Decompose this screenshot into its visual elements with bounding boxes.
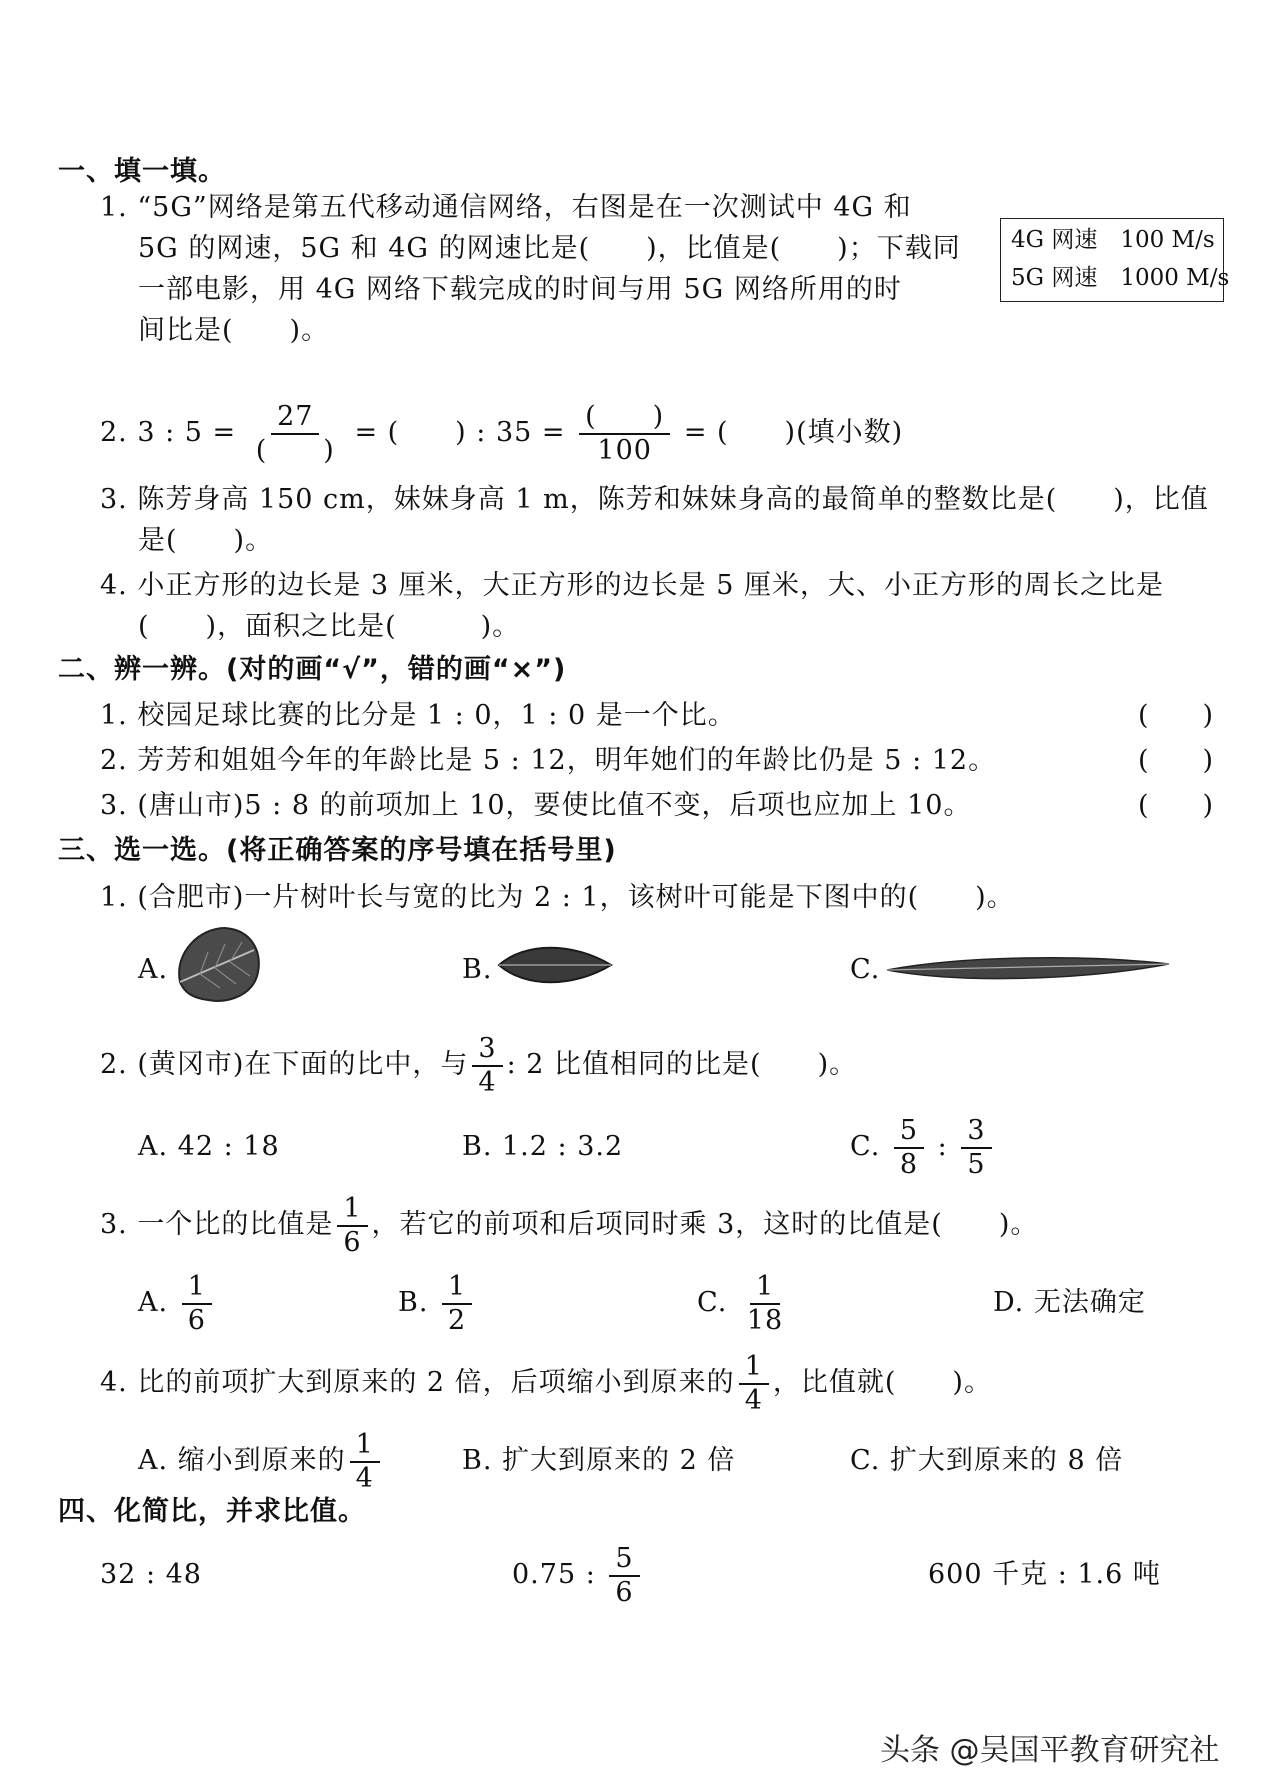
- s3-q4-denominator: 4: [744, 1384, 763, 1416]
- s3-q3-denominator: 6: [343, 1226, 362, 1258]
- section4-title: 四、化简比，并求比值。: [58, 1496, 366, 1527]
- watermark-text: 头条 @吴国平教育研究社: [880, 1733, 1220, 1768]
- s3-q3-a-label: A.: [138, 1287, 169, 1318]
- section3-title: 三、选一选。(将正确答案的序号填在括号里): [58, 835, 617, 866]
- s3-q3-c-denominator: 18: [746, 1304, 784, 1336]
- s3-q2-numerator: 3: [472, 1033, 502, 1067]
- q2-fraction-1: [250, 401, 341, 467]
- s3-q4-lead: 4. 比的前项扩大到原来的 2 倍，后项缩小到原来的: [100, 1367, 735, 1398]
- s3-q3-option-d: D. 无法确定: [993, 1287, 1146, 1318]
- s4-e2-numerator: 5: [609, 1543, 639, 1577]
- s3-q3-c-label: C.: [697, 1287, 728, 1318]
- s3-q1-option-b-label: B.: [462, 954, 493, 985]
- s3-q2-c-label: C.: [850, 1131, 881, 1162]
- s3-q3-tail: ，若它的前项和后项同时乘 3，这时的比值是( )。: [371, 1209, 1039, 1240]
- leaf-c-image: [883, 950, 1173, 990]
- s3-q1-text: 1. (合肥市)一片树叶长与宽的比为 2 : 1，该树叶可能是下图中的( )。: [100, 882, 1015, 913]
- s3-q3-c-fraction: [741, 1271, 789, 1337]
- s4-expr-2: [512, 1540, 644, 1610]
- s3-q3-lead: 3. 一个比的比值是: [100, 1209, 334, 1240]
- s1-q4-line1: 4. 小正方形的边长是 3 厘米，大正方形的边长是 5 厘米，大、小正方形的周长之比是: [100, 570, 1165, 601]
- q2-tail: = ( )(填小数): [683, 417, 904, 448]
- s3-q2-option-a: A. 42 : 18: [138, 1131, 280, 1162]
- section2-title: 二、辨一辨。(对的画“√”，错的画“×”): [58, 654, 567, 685]
- s3-q2-option-b: B. 1.2 : 3.2: [462, 1131, 624, 1162]
- s3-q4-option-c: C. 扩大到原来的 8 倍: [850, 1445, 1124, 1476]
- s4-e2-denominator: 6: [615, 1576, 634, 1608]
- s1-q3-line1: 3. 陈芳身高 150 cm，妹妹身高 1 m，陈芳和妹妹身高的最简单的整数比是( )，比值: [100, 484, 1209, 515]
- s3-q3-b-denominator: 2: [448, 1304, 467, 1336]
- s4-e2-lead: 0.75 :: [512, 1559, 596, 1590]
- s3-q2-c2-numerator: 3: [961, 1115, 991, 1149]
- s2-answer-blank-2[interactable]: ( ): [1138, 745, 1214, 776]
- s4-e2-fraction: [609, 1543, 639, 1609]
- s3-q2: [100, 1030, 857, 1100]
- s3-q3-option-c: [697, 1268, 793, 1338]
- s3-q4-a-fraction: [350, 1429, 380, 1495]
- s3-q3-a-denominator: 6: [187, 1304, 206, 1336]
- s4-expr-3: 600 千克 : 1.6 吨: [928, 1559, 1161, 1590]
- s3-q4-a-numerator: 1: [350, 1429, 380, 1463]
- s3-q2-fraction: [472, 1033, 502, 1099]
- s4-expr-1: 32 : 48: [100, 1559, 202, 1590]
- s3-q2-c-separator: :: [937, 1131, 948, 1162]
- s3-q1-option-a-label: A.: [138, 954, 169, 985]
- s2-answer-blank-3[interactable]: ( ): [1138, 790, 1214, 821]
- s3-q4: [100, 1348, 992, 1418]
- speed-row-5g: 5G 网速 1000 M/s: [1011, 265, 1230, 291]
- s3-q2-c-fraction-2: [961, 1115, 991, 1181]
- s2-answer-blank-1[interactable]: ( ): [1138, 700, 1214, 731]
- s3-q4-numerator: 1: [739, 1351, 769, 1385]
- s1-q1-line3: 一部电影，用 4G 网络下载完成的时间与用 5G 网络所用的时: [138, 274, 902, 305]
- q2-f2-numerator: ( ): [579, 401, 670, 435]
- s1-q1-line1: 1. “5G”网络是第五代移动通信网络，右图是在一次测试中 4G 和: [100, 192, 912, 223]
- section1-title: 一、填一填。: [58, 156, 226, 187]
- s3-q4-fraction: [739, 1351, 769, 1417]
- s3-q2-lead: 2. (黄冈市)在下面的比中，与: [100, 1049, 469, 1080]
- s3-q3-option-b: [398, 1268, 476, 1338]
- s3-q2-tail: : 2 比值相同的比是( )。: [506, 1049, 858, 1080]
- s3-q2-c-fraction-1: [894, 1115, 924, 1181]
- s2-item-1: 1. 校园足球比赛的比分是 1 : 0，1 : 0 是一个比。: [100, 700, 736, 731]
- s3-q4-a-denominator: 4: [355, 1462, 374, 1494]
- s3-q4-a-text: A. 缩小到原来的: [138, 1445, 346, 1476]
- s1-q1-line2: 5G 的网速，5G 和 4G 的网速比是( )，比值是( )；下载同: [138, 233, 961, 264]
- s3-q3-a-fraction: [182, 1271, 212, 1337]
- s3-q3-numerator: 1: [337, 1193, 367, 1227]
- s3-q4-tail: ，比值就( )。: [772, 1367, 992, 1398]
- network-speed-box: [1000, 218, 1230, 302]
- speed-row-4g: 4G 网速 100 M/s: [1011, 227, 1215, 253]
- q2-lead: 2. 3 : 5 =: [100, 417, 237, 448]
- q2-middle: = ( ) : 35 =: [354, 417, 566, 448]
- s3-q3-b-numerator: 1: [442, 1271, 472, 1305]
- q2-fraction-2: [579, 401, 670, 467]
- s2-item-3: 3. (唐山市)5 : 8 的前项加上 10，要使比值不变，后项也应加上 10。: [100, 790, 972, 821]
- s3-q2-c1-denominator: 8: [899, 1148, 919, 1180]
- s3-q3: [100, 1190, 1038, 1260]
- s3-q2-denominator: 4: [478, 1066, 497, 1098]
- s3-q3-c-numerator: 1: [750, 1271, 780, 1305]
- s3-q2-c1-numerator: 5: [894, 1115, 924, 1149]
- s3-q4-option-a: [138, 1426, 384, 1496]
- q2-f1-denominator: ( ): [255, 434, 335, 466]
- leaf-a-image: [170, 922, 264, 1006]
- s3-q2-c2-denominator: 5: [967, 1148, 986, 1180]
- s3-q2-option-c: [850, 1112, 996, 1182]
- s3-q1-option-c-label: C.: [850, 954, 881, 985]
- s1-q3-line2: 是( )。: [138, 525, 274, 556]
- s2-item-2: 2. 芳芳和姐姐今年的年龄比是 5 : 12，明年她们的年龄比仍是 5 : 12。: [100, 745, 997, 776]
- s3-q3-option-a: [138, 1268, 216, 1338]
- s3-q3-fraction: [337, 1193, 367, 1259]
- leaf-b-image: [495, 940, 615, 990]
- s1-q4-line2: ( )，面积之比是( )。: [138, 611, 521, 642]
- s3-q3-a-numerator: 1: [182, 1271, 212, 1305]
- q2-f1-numerator: 27: [271, 401, 319, 435]
- s1-q2: [100, 398, 903, 468]
- s1-q1-line4: 间比是( )。: [138, 315, 330, 346]
- s3-q3-b-fraction: [442, 1271, 472, 1337]
- q2-f2-denominator: 100: [597, 434, 652, 466]
- s3-q3-b-label: B.: [398, 1287, 429, 1318]
- s3-q4-option-b: B. 扩大到原来的 2 倍: [462, 1445, 736, 1476]
